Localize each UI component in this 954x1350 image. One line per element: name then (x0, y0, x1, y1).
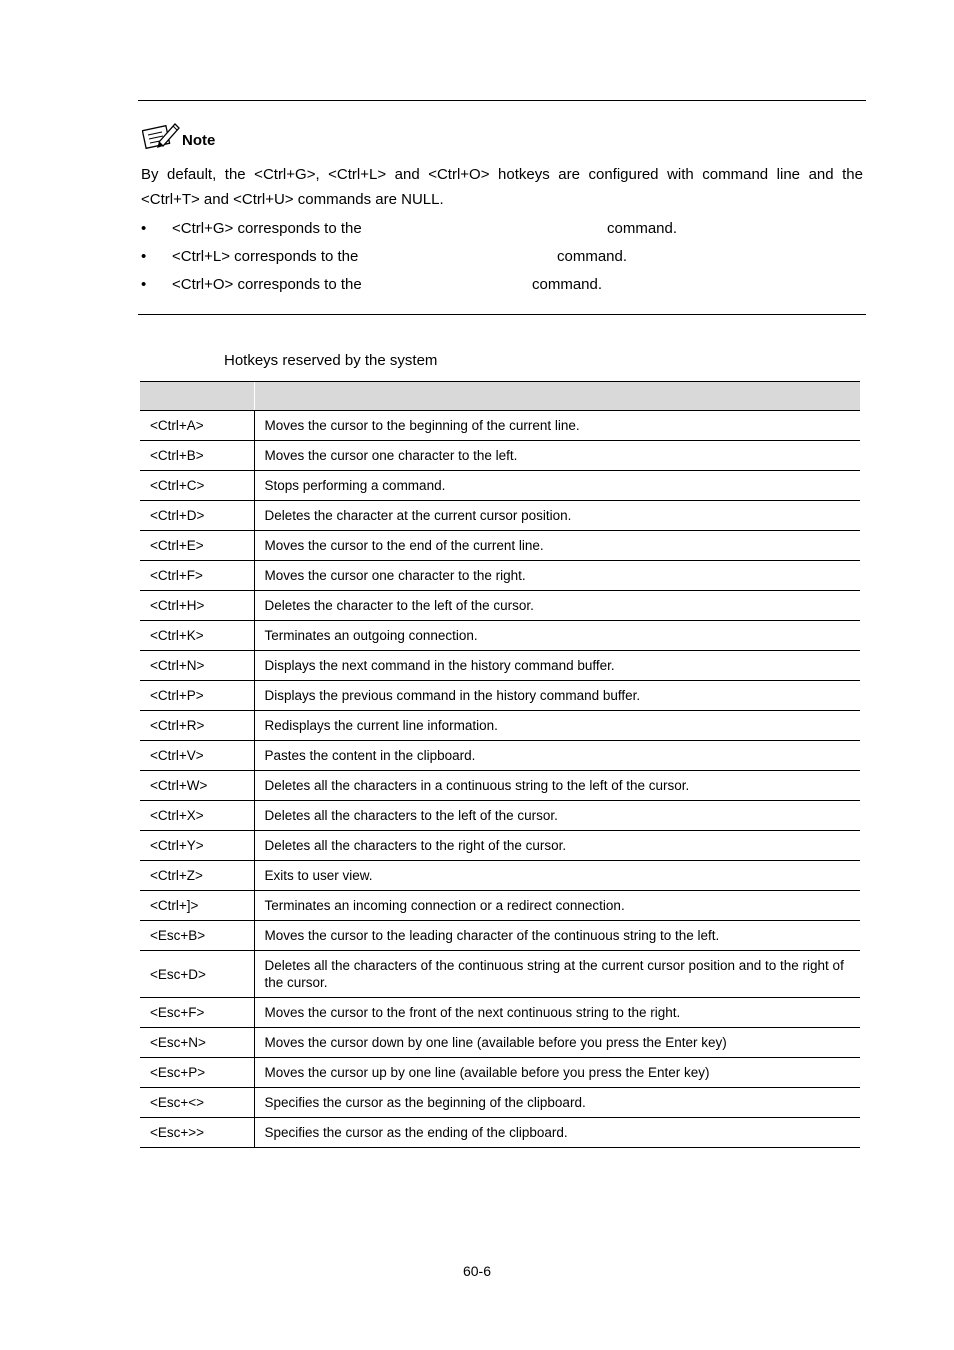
function-cell: Specifies the cursor as the ending of the clipboard. (254, 1118, 860, 1148)
table-row (140, 998, 860, 1028)
function-cell: Moves the cursor to the front of the next continuous string to the right. (254, 998, 860, 1028)
note-bottom-rule (138, 314, 866, 315)
note-pencil-icon (142, 120, 182, 152)
table-row (140, 531, 860, 561)
function-cell: Moves the cursor to the leading character of the continuous string to the left. (254, 921, 860, 951)
hotkey-cell: <Esc+<> (140, 1088, 254, 1118)
table-row (140, 921, 860, 951)
table-row (140, 681, 860, 711)
note-top-rule (138, 100, 866, 101)
function-cell: Deletes all the characters to the left of the cursor. (254, 801, 860, 831)
hotkey-cell: <Ctrl+E> (140, 531, 254, 561)
function-cell: Redisplays the current line information. (254, 711, 860, 741)
hotkey-cell: <Esc+N> (140, 1028, 254, 1058)
function-cell: Deletes all the characters of the continuous string at the current cursor position and to the right of the cursor. (254, 951, 860, 998)
hotkey-cell: <Ctrl+F> (140, 561, 254, 591)
table-row (140, 1118, 860, 1148)
hotkey-cell: <Ctrl+]> (140, 891, 254, 921)
function-cell: Displays the next command in the history command buffer. (254, 651, 860, 681)
note-paragraph: By default, the <Ctrl+G>, <Ctrl+L> and <Ctrl+O> hotkeys are configured with command line and the <Ctrl+T> and <Ctrl+U> commands are NULL. (141, 166, 863, 208)
function-cell: Pastes the content in the clipboard. (254, 741, 860, 771)
hotkey-cell: <Esc+D> (140, 951, 254, 998)
hotkey-table (140, 381, 860, 1148)
function-cell: Moves the cursor one character to the left. (254, 441, 860, 471)
table-row (140, 711, 860, 741)
bullet-dot: • (141, 276, 147, 293)
table-row (140, 411, 860, 441)
hotkey-cell: <Ctrl+C> (140, 471, 254, 501)
table-row (140, 891, 860, 921)
table-row (140, 771, 860, 801)
function-cell: Terminates an outgoing connection. (254, 621, 860, 651)
header-hotkey (140, 382, 254, 411)
hotkey-cell: <Ctrl+R> (140, 711, 254, 741)
table-row (140, 801, 860, 831)
table-header-row (140, 382, 860, 411)
table-row (140, 831, 860, 861)
function-cell: Deletes all the characters to the right of the cursor. (254, 831, 860, 861)
table-row (140, 471, 860, 501)
hotkey-cell: <Ctrl+X> (140, 801, 254, 831)
table-row (140, 441, 860, 471)
hotkey-cell: <Ctrl+B> (140, 441, 254, 471)
function-cell: Displays the previous command in the history command buffer. (254, 681, 860, 711)
bullet-dot: • (141, 248, 147, 265)
table-caption: Hotkeys reserved by the system (224, 352, 438, 369)
bullet-text: <Ctrl+L> corresponds to the (172, 248, 359, 265)
hotkey-cell: <Ctrl+P> (140, 681, 254, 711)
bullet-text: <Ctrl+G> corresponds to the (172, 220, 362, 237)
hotkey-cell: <Ctrl+K> (140, 621, 254, 651)
table-row (140, 651, 860, 681)
hotkey-cell: <Esc+F> (140, 998, 254, 1028)
bullet-suffix: command. (557, 248, 628, 265)
function-cell: Exits to user view. (254, 861, 860, 891)
function-cell: Moves the cursor down by one line (available before you press the Enter key) (254, 1028, 860, 1058)
table-row (140, 861, 860, 891)
hotkey-cell: <Esc+B> (140, 921, 254, 951)
hotkey-cell: <Ctrl+A> (140, 411, 254, 441)
function-cell: Terminates an incoming connection or a redirect connection. (254, 891, 860, 921)
hotkey-cell: <Ctrl+V> (140, 741, 254, 771)
header-function (254, 382, 860, 411)
function-cell: Stops performing a command. (254, 471, 860, 501)
function-cell: Moves the cursor to the beginning of the current line. (254, 411, 860, 441)
hotkey-cell: <Ctrl+N> (140, 651, 254, 681)
table-body (140, 411, 860, 1148)
bullet-suffix: command. (532, 276, 603, 293)
table-row (140, 1088, 860, 1118)
function-cell: Moves the cursor one character to the right. (254, 561, 860, 591)
page-number: 60-6 (462, 1263, 492, 1279)
hotkey-cell: <Ctrl+D> (140, 501, 254, 531)
function-cell: Deletes the character to the left of the cursor. (254, 591, 860, 621)
bullet-dot: • (141, 220, 147, 237)
table-row (140, 591, 860, 621)
table-row (140, 1028, 860, 1058)
hotkey-cell: <Ctrl+W> (140, 771, 254, 801)
hotkey-cell: <Ctrl+Z> (140, 861, 254, 891)
function-cell: Deletes all the characters in a continuous string to the left of the cursor. (254, 771, 860, 801)
function-cell: Moves the cursor to the end of the current line. (254, 531, 860, 561)
function-cell: Deletes the character at the current cursor position. (254, 501, 860, 531)
table-row (140, 1058, 860, 1088)
hotkey-cell: <Ctrl+Y> (140, 831, 254, 861)
function-cell: Specifies the cursor as the beginning of the clipboard. (254, 1088, 860, 1118)
table-row (140, 951, 860, 998)
hotkey-cell: <Esc+P> (140, 1058, 254, 1088)
table-row (140, 561, 860, 591)
hotkey-cell: <Ctrl+H> (140, 591, 254, 621)
note-label: Note (182, 132, 216, 149)
table-row (140, 741, 860, 771)
table-row (140, 621, 860, 651)
hotkey-cell: <Esc+>> (140, 1118, 254, 1148)
bullet-text: <Ctrl+O> corresponds to the (172, 276, 362, 293)
table-row (140, 501, 860, 531)
bullet-suffix: command. (607, 220, 678, 237)
function-cell: Moves the cursor up by one line (available before you press the Enter key) (254, 1058, 860, 1088)
